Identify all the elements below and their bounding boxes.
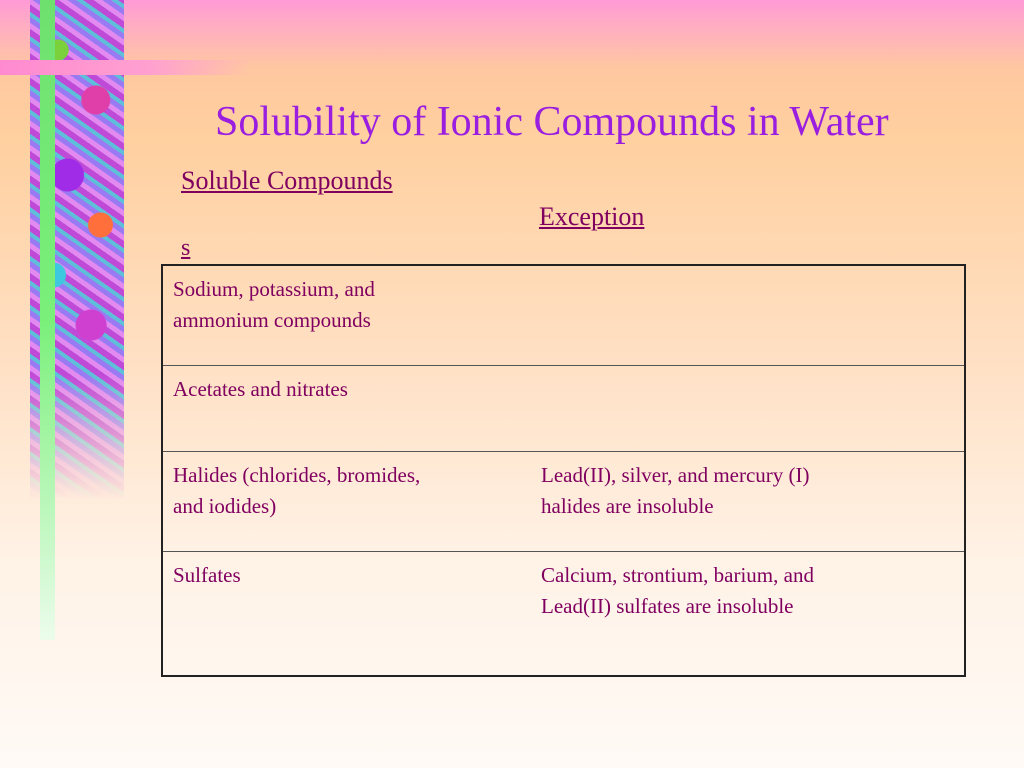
table-row xyxy=(162,265,965,365)
compound-text-line: and iodides) xyxy=(173,493,277,518)
column-header-exceptions-wrap: s xyxy=(181,235,191,261)
compound-cell xyxy=(162,551,521,676)
exception-text-line: Calcium, strontium, barium, and xyxy=(541,562,814,587)
exception-cell xyxy=(521,365,965,451)
slide-title: Solubility of Ionic Compounds in Water xyxy=(215,99,889,145)
exception-cell xyxy=(521,451,965,551)
column-header-soluble: Soluble Compounds xyxy=(181,166,393,195)
exception-cell xyxy=(521,265,965,365)
exception-text-line: Lead(II), silver, and mercury (I) xyxy=(541,462,810,487)
compound-text-line: Halides (chlorides, bromides, xyxy=(173,462,421,487)
table-row xyxy=(162,451,965,551)
column-header-exceptions: Exception xyxy=(539,202,645,231)
table-row xyxy=(162,551,965,676)
compound-text-line: Acetates and nitrates xyxy=(173,376,348,401)
decorative-horizontal-bar xyxy=(0,60,250,75)
compound-cell xyxy=(162,265,521,365)
exception-text-line: Lead(II) sulfates are insoluble xyxy=(541,593,794,618)
compound-cell xyxy=(162,451,521,551)
exception-text-line: halides are insoluble xyxy=(541,493,714,518)
decorative-vertical-bar xyxy=(40,0,55,640)
compound-text-line: Sodium, potassium, and xyxy=(173,277,375,301)
compound-text-line: ammonium compounds xyxy=(173,308,371,332)
solubility-table xyxy=(161,264,966,677)
exception-cell xyxy=(521,551,965,676)
compound-cell xyxy=(162,365,521,451)
compound-text-line: Sulfates xyxy=(173,562,241,587)
table-row xyxy=(162,365,965,451)
